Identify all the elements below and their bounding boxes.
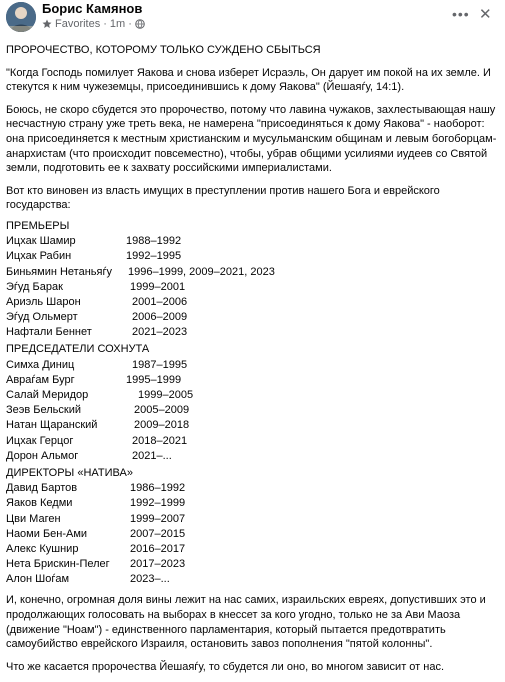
- list-row: [6, 527, 502, 542]
- term-years: 1987–1995: [132, 358, 188, 371]
- list-row: [6, 265, 502, 280]
- person-name: Эѓуд Ольмерт: [6, 311, 78, 324]
- list-row: [6, 418, 502, 433]
- person-name: Ицхак Шамир: [6, 235, 76, 248]
- person-name: Нета Брискин-Пелег: [6, 558, 110, 571]
- term-years: 2009–2018: [134, 419, 190, 432]
- nativ-heading: ДИРЕКТОРЫ «НАТИВА»: [6, 466, 133, 479]
- meta-separator: ·: [103, 18, 107, 30]
- person-name: Дорон Альмог: [6, 449, 79, 462]
- list-row: [6, 373, 502, 388]
- term-years: 1992–1995: [126, 250, 182, 263]
- term-years: 2007–2015: [130, 527, 186, 540]
- person-name: Наоми Бен-Ами: [6, 527, 88, 540]
- list-row: [6, 295, 502, 310]
- person-name: Ицхак Рабин: [6, 250, 72, 263]
- post-paragraph-2: Вот кто виновен из власть имущих в преступлении против нашего Бога и еврейского государства:: [6, 184, 440, 212]
- sokhnut-rows: [6, 358, 502, 464]
- sokhnut-heading: ПРЕДСЕДАТЕЛИ СОХНУТА: [6, 343, 150, 356]
- pm-list: [6, 219, 502, 341]
- term-years: 1986–1992: [130, 482, 186, 495]
- list-row: [6, 542, 502, 557]
- person-name: Эѓуд Барак: [6, 280, 63, 293]
- list-row: [6, 496, 502, 511]
- more-horizontal-icon[interactable]: •••: [452, 6, 470, 22]
- meta-separator: ·: [128, 18, 132, 30]
- avatar-photo-icon: [6, 2, 36, 32]
- term-years: 1999–2007: [130, 512, 186, 525]
- person-name: Алекс Кушнир: [6, 542, 79, 555]
- favorites-star-icon: [42, 19, 52, 29]
- post-paragraph-4: Что же касается пророчества Йешаяѓу, то сбудется ли оно, во многом зависит от нас.: [6, 660, 445, 673]
- list-row: [6, 249, 502, 264]
- visibility-label[interactable]: Favorites: [55, 18, 101, 30]
- term-years: 2016–2017: [130, 542, 186, 555]
- term-years: 1995–1999: [126, 373, 182, 386]
- term-years: 1999–2001: [130, 280, 186, 293]
- term-years: 1999–2005: [138, 389, 194, 402]
- term-years: 2021–2023: [132, 326, 188, 339]
- list-row: [6, 572, 502, 587]
- list-row: [6, 280, 502, 295]
- sokhnut-list: [6, 342, 502, 464]
- list-row: [6, 481, 502, 496]
- author-name[interactable]: Борис Камянов: [42, 1, 143, 16]
- post-time[interactable]: 1m: [109, 18, 126, 30]
- post-quote: "Когда Господь помилует Яакова и снова изберет Исраэль, Он дарует им покой на их земле. И стекутся к ним чужеземцы, присоединившись к дому Яакова" (Йешаяѓу, 14:1).: [6, 66, 491, 94]
- term-years: 2006–2009: [132, 311, 188, 324]
- person-name: Давид Бартов: [6, 482, 78, 495]
- person-name: Ариэль Шарон: [6, 295, 81, 308]
- post-paragraph-3: И, конечно, огромная доля вины лежит на нас самих, израильских евреях, допустивших это и продолжающих голосовать на выборах в кнессет за кого угодно, только не за Ави Маоза (движение "Ноам") - единственного парламентария, который пытается предотвратить самоубийство еврейского Израиля, остановить завоз пополнения "пятой колонны".: [6, 594, 486, 651]
- term-years: 2001–2006: [132, 295, 188, 308]
- list-row: [6, 310, 502, 325]
- list-row: [6, 449, 502, 464]
- person-name: Натан Щаранский: [6, 419, 98, 432]
- post-title: ПРОРОЧЕСТВО, КОТОРОМУ ТОЛЬКО СУЖДЕНО СБЫТЬСЯ: [6, 44, 321, 56]
- pm-rows: [6, 234, 502, 340]
- person-name: Алон Шоѓам: [6, 573, 70, 586]
- person-name: Нафтали Беннет: [6, 326, 92, 339]
- list-row: [6, 557, 502, 572]
- avatar[interactable]: [6, 2, 36, 32]
- term-years: 2017–2023: [130, 558, 186, 571]
- person-name: Салай Меридор: [6, 389, 89, 402]
- nativ-rows: [6, 481, 502, 587]
- post-header: [0, 0, 505, 38]
- person-name: Цви Маген: [6, 512, 61, 525]
- term-years: 1992–1999: [130, 497, 186, 510]
- person-name: Ицхак Герцог: [6, 434, 74, 447]
- post-body: [6, 43, 502, 682]
- term-years: 1988–1992: [126, 235, 182, 248]
- globe-icon: [135, 19, 145, 29]
- person-name: Зеэв Бельский: [6, 404, 81, 417]
- person-name: Симха Диниц: [6, 358, 75, 371]
- person-name: Биньямин Нетаньяѓу: [6, 265, 112, 278]
- pm-heading: ПРЕМЬЕРЫ: [6, 219, 70, 232]
- list-row: [6, 388, 502, 403]
- list-row: [6, 512, 502, 527]
- list-row: [6, 358, 502, 373]
- list-row: [6, 325, 502, 340]
- term-years: 2018–2021: [132, 434, 188, 447]
- nativ-list: [6, 466, 502, 588]
- term-years: 2021–...: [132, 449, 172, 462]
- list-row: [6, 434, 502, 449]
- term-years: 2005–2009: [134, 404, 190, 417]
- term-years: 1996–1999, 2009–2021, 2023: [128, 265, 275, 278]
- list-row: [6, 403, 502, 418]
- post-meta: [42, 18, 145, 30]
- close-icon[interactable]: ✕: [479, 6, 492, 23]
- person-name: Яаков Кедми: [6, 497, 73, 510]
- term-years: 2023–...: [130, 573, 170, 586]
- person-name: Авраѓам Бург: [6, 373, 75, 386]
- post-paragraph-1: Боюсь, не скоро сбудется это пророчество, потому что лавина чужаков, захлестывающая нашу несчастную страну уже треть века, не намерена "присоединяться к дому Яакова" - наоборот: она присоединяется к местным христианским и мусульманским общинам и левым богоборцам-анархистам (что происходит повсеместно), чтобы, убрав общими усилиями иудеев со Святой земли, подготовить ее к захвату российскими империалистами.: [6, 103, 497, 175]
- list-row: [6, 234, 502, 249]
